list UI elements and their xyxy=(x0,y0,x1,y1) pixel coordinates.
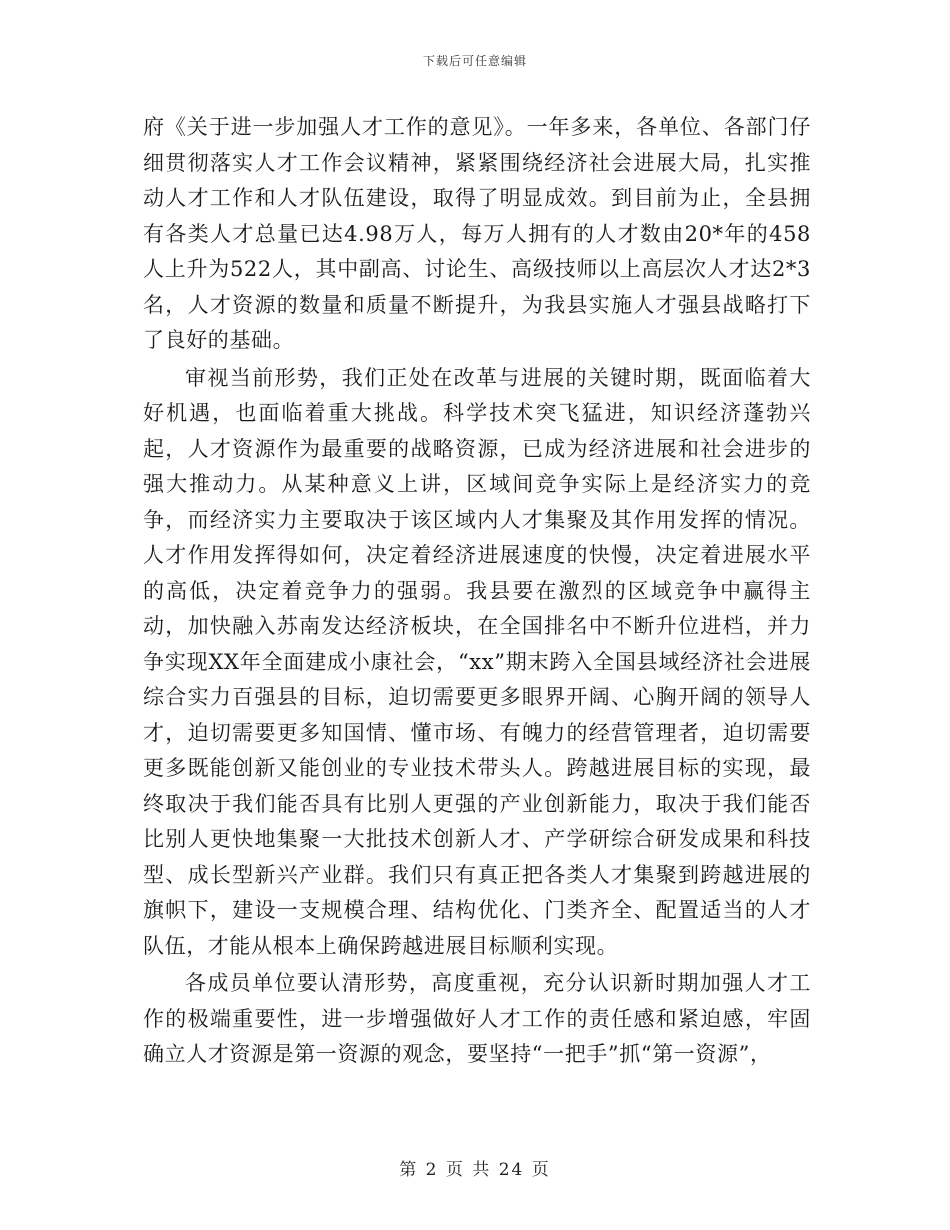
paragraph-2: 审视当前形势，我们正处在改革与进展的关键时期，既面临着大好机遇，也面临着重大挑战。科学技术突飞猛进，知识经济蓬勃兴起，人才资源作为最重要的战略资源，已成为经济进展和社会进步的强大推动力。从某种意义上讲，区域间竞争实际上是经济实力的竞争，而经济实力主要取决于该区域内人才集聚及其作用发挥的情况。人才作用发挥得如何，决定着经济进展速度的快慢，决定着进展水平的高低，决定着竞争力的强弱。我县要在激烈的区域竞争中赢得主动，加快融入苏南发达经济板块，在全国排名中不断升位进档，并力争实现XX年全面建成小康社会，“xx”期末跨入全国县域经济社会进展综合实力百强县的目标，迫切需要更多眼界开阔、心胸开阔的领导人才，迫切需要更多知国情、懂市场、有魄力的经营管理者，迫切需要更多既能创新又能创业的专业技术带头人。跨越进展目标的实现，最终取决于我们能否具有比别人更强的产业创新能力，取决于我们能否比别人更快地集聚一大批技术创新人才、产学研综合研发成果和科技型、成长型新兴产业群。我们只有真正把各类人才集聚到跨越进展的旗帜下，建设一支规模合理、结构优化、门类齐全、配置适当的人才队伍，才能从根本上确保跨越进展目标顺利实现。 xyxy=(143,365,811,958)
page-number-footer: 第 2 页 共 24 页 xyxy=(399,1160,551,1180)
paragraph-3: 各成员单位要认清形势，高度重视，充分认识新时期加强人才工作的极端重要性，进一步增强做好人才工作的责任感和紧迫感，牢固确立人才资源是第一资源的观念，要坚持“一把手”抓“第一资源”， xyxy=(143,971,811,1066)
paragraph-1: 府《关于进一步加强人才工作的意见》。一年多来，各单位、各部门仔细贯彻落实人才工作会议精神，紧紧围绕经济社会进展大局，扎实推动人才工作和人才队伍建设，取得了明显成效。到目前为止，全县拥有各类人才总量已达4.98万人，每万人拥有的人才数由20*年的458人上升为522人，其中副高、讨论生、高级技师以上高层次人才达2*3名，人才资源的数量和质量不断提升，为我县实施人才强县战略打下了良好的基础。 xyxy=(143,115,811,352)
page-header: 下载后可任意编辑 xyxy=(422,54,527,68)
document-body xyxy=(143,110,811,1075)
